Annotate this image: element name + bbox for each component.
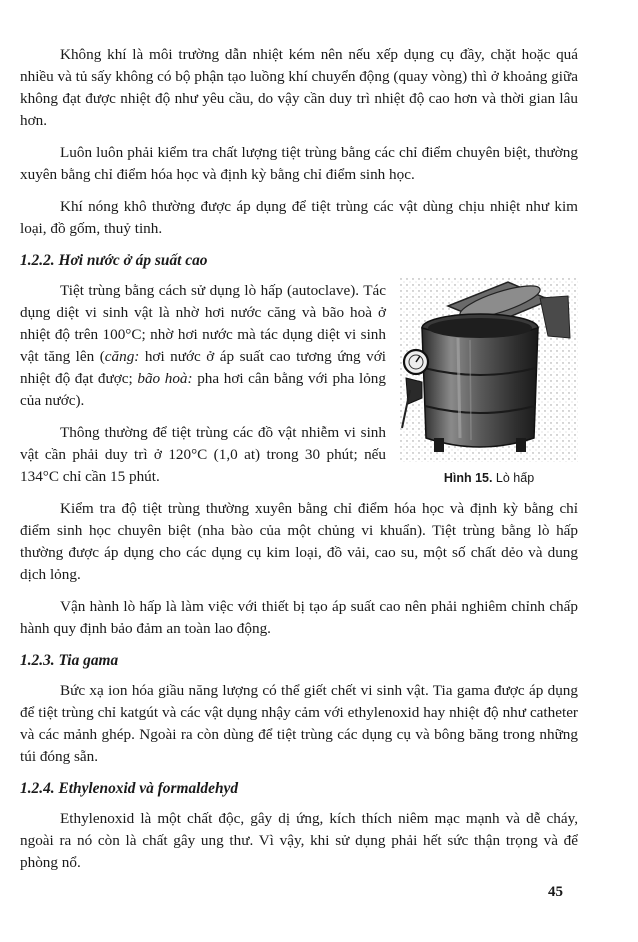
paragraph-gamma: Bức xạ ion hóa giầu năng lượng có thể giết chết vi sinh vật. Tia gama được áp dụng để tiệt trùng chỉ katgút và các vật dụng nhậy cảm với ethylenoxid hay nhiệt độ như catheter và các mảnh ghép. Ngoài ra còn dùng để tiệt trùng các dụng cụ và bông băng trong những túi đóng sẵn. [20, 682, 578, 765]
text-run: Tiệt trùng bằng cách sử dụng lò hấp (autoclave). Tác dụng diệt vi sinh vật là nhờ hơi nước căng và bão hoà ở nhiệt độ trên 100°C; nhờ hơi nước mà tác dụng diệt vi sinh vật tăng lên ( [20, 282, 386, 365]
term-bao-hoa: bão hoà: [137, 370, 193, 387]
page-content [20, 44, 578, 884]
paragraph-quality-check: Luôn luôn phải kiểm tra chất lượng tiệt trùng bằng các chỉ điểm chuyên biệt, thường xuyên bằng chỉ điểm hóa học và định kỳ bằng chỉ điểm sinh học. [20, 144, 578, 183]
term-cang: căng: [104, 348, 140, 365]
figure-caption-label: Hình 15. [443, 471, 493, 485]
paragraph-autoclave-duration: Thông thường để tiệt trùng các đồ vật nhiễm vi sinh vật cần phải duy trì ở 120°C (1,0 at) trong 30 phút; nếu 134°C chỉ cần 15 phút. [20, 424, 386, 485]
paragraph-air-conduction: Không khí là môi trường dẫn nhiệt kém nên nếu xếp dụng cụ đầy, chặt hoặc quá nhiều và tủ sấy không có bộ phận tạo luồng khí chuyển động (quay vòng) thì ở khoảng giữa không đạt được nhiệt độ như yêu cầu, do vậy cần duy trì nhiệt độ cao hơn và thời gian lâu hơn. [20, 46, 578, 129]
page-number: 45 [548, 884, 563, 900]
text-run: pha hơi cân bằng với pha lỏng của nước). [20, 370, 386, 409]
text-run: hơi nước ở áp suất cao tương ứng với nhiệt độ đạt được; [20, 348, 386, 387]
heading-section-1-2-4: 1.2.4. Ethylenoxid và formaldehyd [20, 780, 239, 797]
paragraph-autoclave-safety: Vận hành lò hấp là làm việc với thiết bị tạo áp suất cao nên phải nghiêm chỉnh chấp hành quy định bảo đảm an toàn lao động. [20, 598, 578, 637]
paragraph-ethylenoxid: Ethylenoxid là một chất độc, gây dị ứng, kích thích niêm mạc mạnh và dễ cháy, ngoài ra nó còn là chất gây ung thư. Vì vậy, khi sử dụng phải hết sức thận trọng và để phòng nổ. [20, 810, 578, 871]
paragraph-autoclave-check: Kiểm tra độ tiệt trùng thường xuyên bằng chỉ điểm hóa học và định kỳ bằng chỉ điểm sinh học chuyên biệt (nha bào của một chủng vi khuẩn). Tiệt trùng bằng lò hấp thường được áp dụng cho các dụng cụ kim loại, đồ vải, cao su, một số chất dẻo và dung dịch lỏng. [20, 500, 578, 583]
paragraph-dry-heat-use: Khí nóng khô thường được áp dụng để tiệt trùng các vật dùng chịu nhiệt như kim loại, đồ gốm, thuỷ tinh. [20, 198, 578, 237]
figure-autoclave [400, 278, 578, 486]
figure-caption-text: Lò hấp [492, 471, 535, 485]
heading-section-1-2-2: 1.2.2. Hơi nước ở áp suất cao [20, 252, 208, 269]
heading-section-1-2-3: 1.2.3. Tia gama [20, 652, 119, 669]
autoclave-image [400, 278, 578, 462]
figure-caption [400, 470, 578, 486]
